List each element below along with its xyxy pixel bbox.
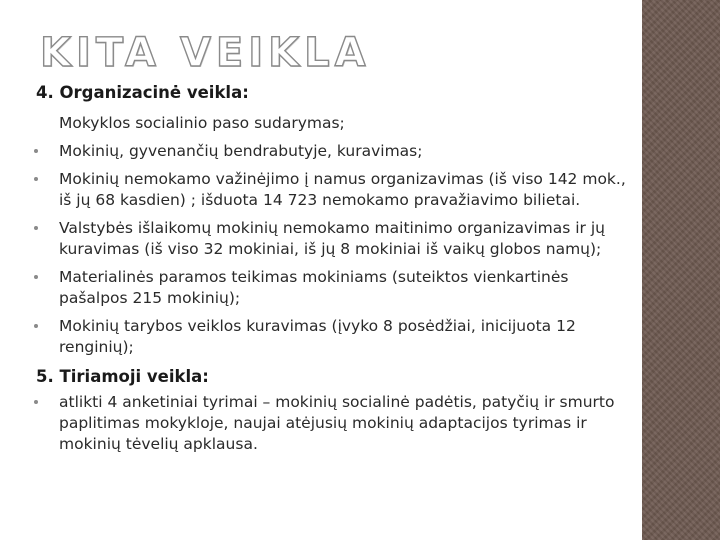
bullet-icon (34, 226, 38, 230)
section-heading-organizational: 4. Organizacinė veikla: (36, 83, 249, 102)
bullet-icon (34, 324, 38, 328)
list-item (36, 316, 632, 358)
list-item-text: Mokinių nemokamo važinėjimo į namus organizavimas (iš viso 142 mok., iš jų 68 kasdien) ; išduota 14 723 nemokamo pravažiavimo bilietai. (59, 170, 626, 209)
list-item-text: Mokinių tarybos veiklos kuravimas (įvyko 8 posėdžiai, inicijuota 12 renginių); (59, 317, 576, 356)
bullet-icon (34, 149, 38, 153)
bullet-icon (34, 275, 38, 279)
list-item-text: atlikti 4 anketiniai tyrimai – mokinių socialinė padėtis, patyčių ir smurto paplitimas mokykloje, naujai atėjusių mokinių adaptacijos tyrimas ir mokinių tėvelių apklausa. (59, 393, 615, 453)
list-item (36, 218, 632, 260)
section-heading-research: 5. Tiriamoji veikla: (36, 367, 209, 386)
slide-title: KITA VEIKLA (40, 30, 371, 76)
list-item (36, 392, 632, 455)
list-item-text: Mokyklos socialinio paso sudarymas; (59, 114, 345, 132)
decorative-sidebar (642, 0, 720, 540)
list-item-text: Mokinių, gyvenančių bendrabutyje, kuravimas; (59, 142, 423, 160)
list-item (36, 113, 632, 134)
bullet-icon (34, 177, 38, 181)
bullet-icon (34, 400, 38, 404)
organizational-activity-list (36, 113, 632, 358)
list-item (36, 169, 632, 211)
slide-content (36, 82, 632, 455)
list-item (36, 141, 632, 162)
list-item-text: Valstybės išlaikomų mokinių nemokamo maitinimo organizavimas ir jų kuravimas (iš viso 32 mokiniai, iš jų 8 mokiniai iš vaikų globos namų); (59, 219, 605, 258)
list-item (36, 267, 632, 309)
research-activity-list (36, 392, 632, 455)
list-item-text: Materialinės paramos teikimas mokiniams (suteiktos vienkartinės pašalpos 215 mokinių); (59, 268, 569, 307)
